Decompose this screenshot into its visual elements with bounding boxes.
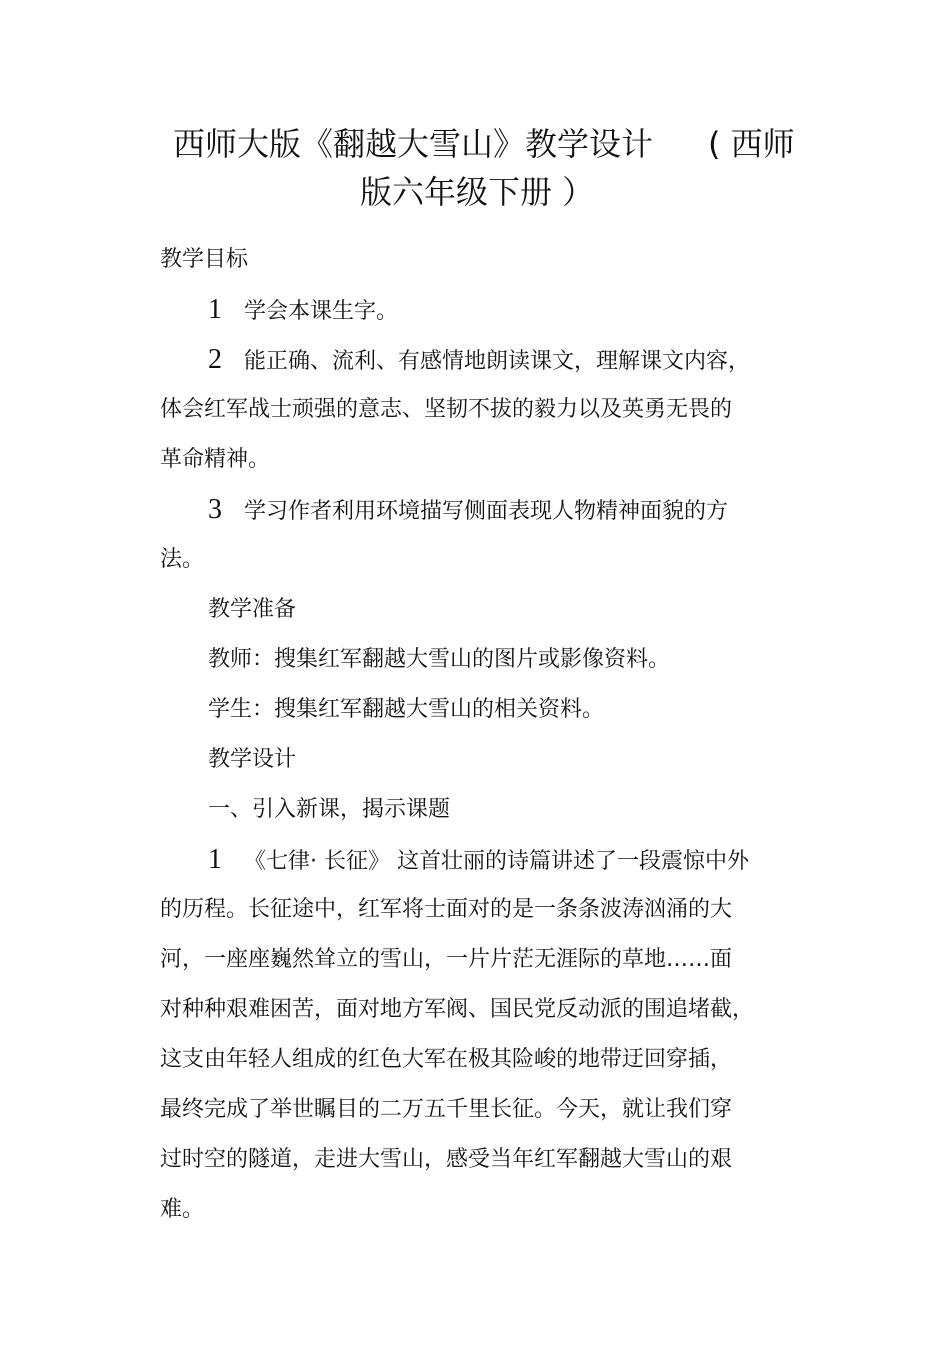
objective-2-line-2: 体会红军战士顽强的意志、坚韧不拔的毅力以及英勇无畏的 <box>160 397 733 422</box>
prep-teacher: 教师：搜集红军翻越大雪山的图片或影像资料。 <box>208 647 671 672</box>
objective-1 <box>208 296 398 326</box>
paragraph-1-number: 1 <box>208 844 222 875</box>
objective-3-number: 3 <box>208 494 222 525</box>
objective-2-line-3: 革命精神。 <box>160 447 271 472</box>
paragraph-1-line-7: 过时空的隧道，走进大雪山，感受当年红军翻越大雪山的艰 <box>160 1147 733 1172</box>
paragraph-1-line-4: 对种种艰难困苦，面对地方军阀、国民党反动派的围追堵截， <box>160 997 755 1022</box>
paragraph-1-line-1: 《七律· 长征》 这首壮丽的诗篇讲述了一段震惊中外 <box>244 849 749 874</box>
objective-2-number: 2 <box>208 344 222 375</box>
paragraph-1-line-8: 难。 <box>160 1197 205 1222</box>
paragraph-1-line-5: 这支由年轻人组成的红色大军在极其险峻的地带迂回穿插， <box>160 1047 733 1072</box>
objective-1-text: 学会本课生字。 <box>244 299 399 324</box>
paragraph-1-line-2: 的历程。长征途中，红军将士面对的是一条条波涛汹涌的大 <box>160 897 733 922</box>
objective-1-number: 1 <box>208 294 222 325</box>
title-line-1-tail: ( 西师 <box>708 125 795 163</box>
title-line-2: 版六年级下册 ） <box>360 173 595 211</box>
prep-student: 学生：搜集红军翻越大雪山的相关资料。 <box>208 697 605 722</box>
paragraph-1-line-3: 河，一座座巍然耸立的雪山，一片片茫无涯际的草地……面 <box>160 947 733 972</box>
objective-2 <box>208 346 750 376</box>
paragraph-1-line-6: 最终完成了举世瞩目的二万五千里长征。今天，就让我们穿 <box>160 1097 733 1122</box>
objective-3 <box>208 496 728 526</box>
paragraph-1 <box>208 846 749 876</box>
design-heading: 教学设计 <box>208 747 297 772</box>
objectives-heading: 教学目标 <box>160 247 249 272</box>
title-line-1: 西师大版《翻越大雪山》教学设计 <box>173 125 654 163</box>
prep-heading: 教学准备 <box>208 597 297 622</box>
objective-3-text: 学习作者利用环境描写侧面表现人物精神面貌的方 <box>244 499 729 524</box>
objective-3-line-2: 法。 <box>160 547 205 572</box>
objective-2-text: 能正确、流利、有感情地朗读课文，理解课文内容， <box>244 349 751 374</box>
part-1-heading: 一、引入新课，揭示课题 <box>208 797 451 822</box>
